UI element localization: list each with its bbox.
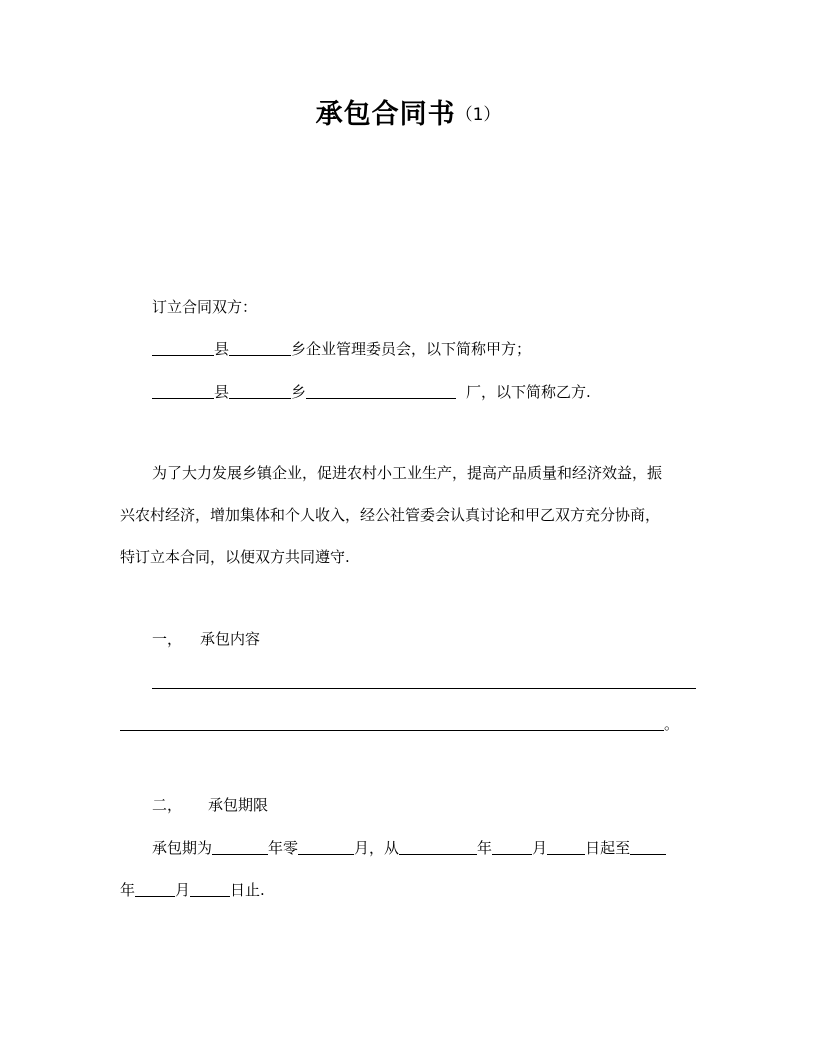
- end-year-blank[interactable]: [630, 840, 666, 855]
- months-unit: 月，从: [354, 839, 400, 857]
- start-day-unit: 日起至: [585, 839, 631, 857]
- end-month-unit: 月: [175, 881, 191, 899]
- county-blank[interactable]: [152, 384, 214, 399]
- factory-blank[interactable]: [306, 384, 456, 399]
- term-prefix: 承包期为: [152, 839, 213, 857]
- title-main: 承包合同书: [315, 99, 456, 130]
- preamble-line-1: 为了大力发展乡镇企业，促进农村小工业生产，提高产品质量和经济效益，振: [152, 464, 663, 482]
- party-a-line: [152, 341, 531, 357]
- end-date-line: [120, 882, 265, 898]
- years-blank[interactable]: [212, 840, 268, 855]
- document-title: [0, 101, 816, 128]
- parties-heading: 订立合同双方：: [152, 298, 258, 316]
- county-label: 县: [214, 383, 230, 401]
- county-label: 县: [214, 340, 230, 358]
- town-blank[interactable]: [229, 384, 291, 399]
- town-label: 乡: [291, 383, 307, 401]
- county-blank[interactable]: [152, 341, 214, 356]
- start-year-blank[interactable]: [399, 840, 477, 855]
- town-blank[interactable]: [229, 341, 291, 356]
- start-month-unit: 月: [532, 839, 548, 857]
- section-2-number: 二，: [152, 796, 183, 814]
- end-year-unit: 年: [120, 881, 136, 899]
- years-unit: 年零: [268, 839, 299, 857]
- section-2-heading: 承包期限: [208, 796, 269, 814]
- preamble-line-3: 特订立本合同，以便双方共同遵守.: [120, 548, 350, 566]
- party-b-text: 厂，以下简称乙方.: [466, 383, 591, 401]
- end-day-blank[interactable]: [190, 882, 230, 897]
- end-day-unit: 日止.: [230, 881, 265, 899]
- section-1-heading: 承包内容: [200, 630, 261, 648]
- end-month-blank[interactable]: [135, 882, 175, 897]
- start-year-unit: 年: [477, 839, 493, 857]
- preamble-line-2: 兴农村经济，增加集体和个人收入，经公社管委会认真讨论和甲乙双方充分协商，: [120, 506, 661, 524]
- months-blank[interactable]: [298, 840, 354, 855]
- content-end-mark: 。: [664, 715, 680, 733]
- term-line: [152, 840, 666, 856]
- start-month-blank[interactable]: [492, 840, 532, 855]
- content-blank-line-2[interactable]: [120, 730, 664, 731]
- section-1-number: 一，: [152, 630, 183, 648]
- party-a-text: 乡企业管理委员会，以下简称甲方；: [291, 340, 532, 358]
- start-day-blank[interactable]: [547, 840, 585, 855]
- party-b-line: [152, 384, 591, 400]
- content-blank-line-1[interactable]: [152, 688, 696, 689]
- title-number: （1）: [455, 105, 501, 125]
